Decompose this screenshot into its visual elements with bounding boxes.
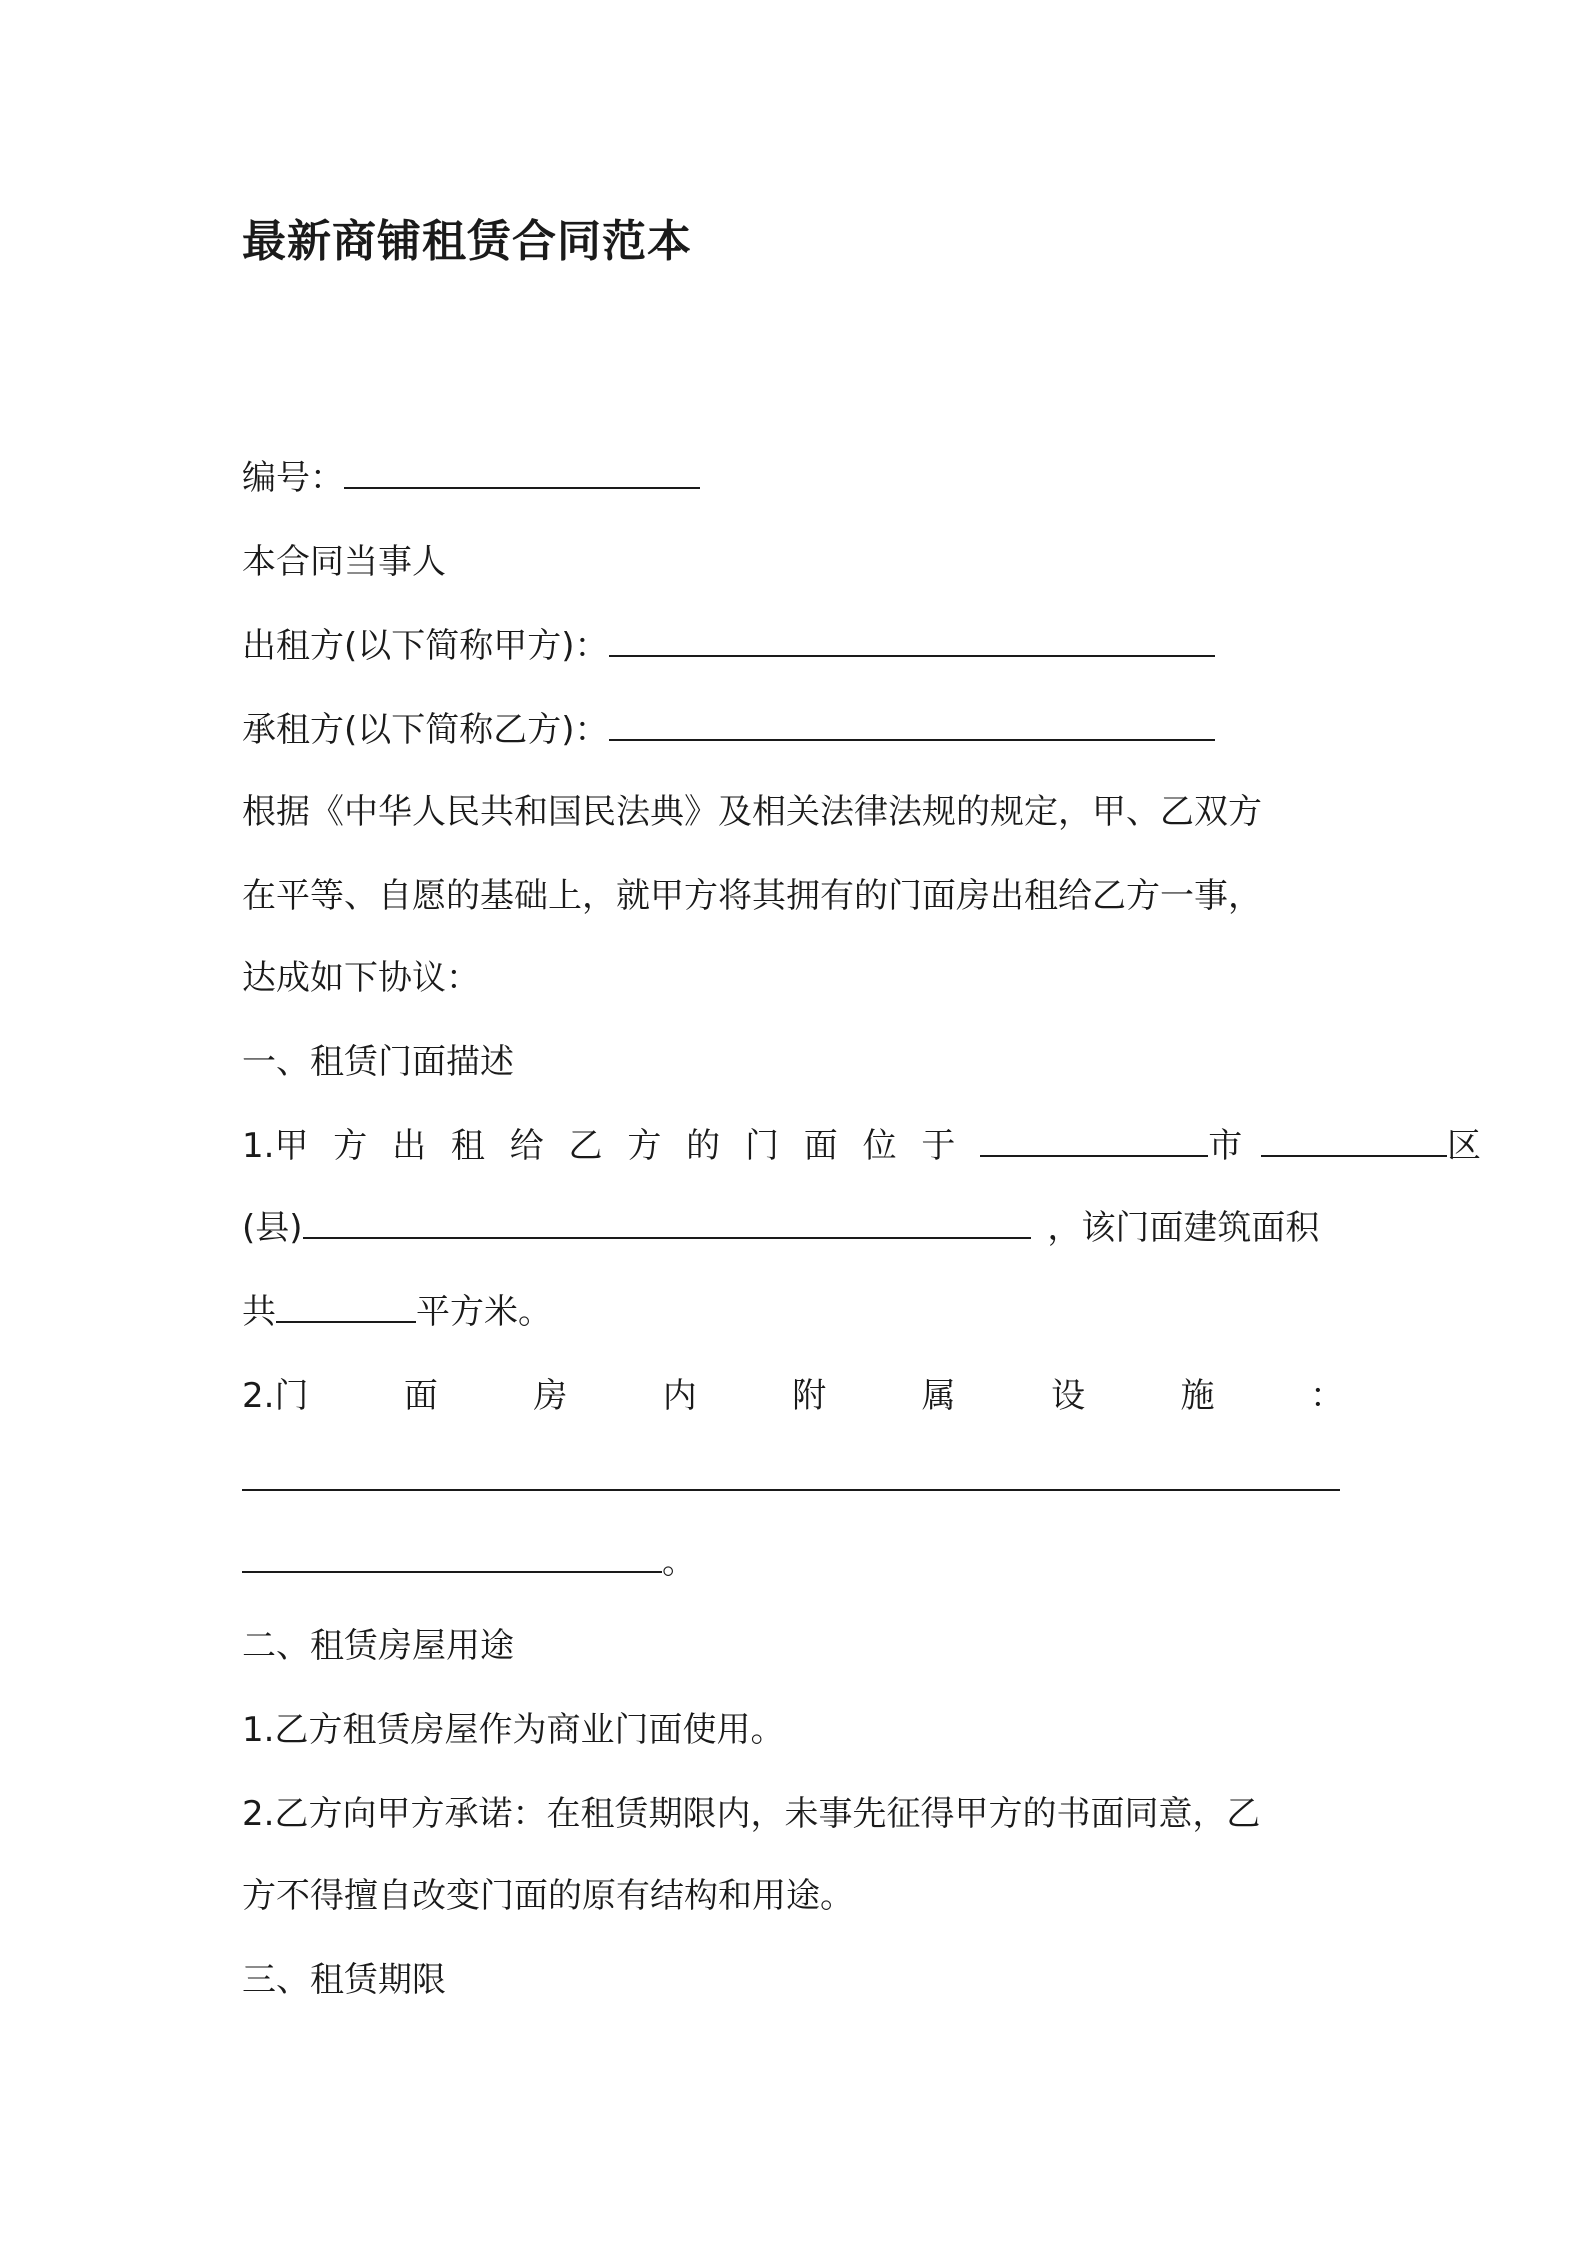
char: 出	[392, 1126, 427, 1166]
document-title: 最新商铺租赁合同范本	[242, 216, 692, 267]
section-2-item-1: 1.乙方租赁房屋作为商业门面使用。	[242, 1710, 785, 1750]
area-text: ，该门面建筑面积	[1047, 1208, 1320, 1248]
lessee-blank[interactable]	[609, 709, 1215, 741]
area-unit: 平方米。	[416, 1292, 552, 1332]
lessor-line	[242, 620, 1215, 672]
county-label: (县)	[242, 1208, 303, 1248]
city-label: 市	[1208, 1126, 1243, 1166]
char: 乙	[568, 1126, 603, 1166]
facilities-end: 。	[662, 1542, 696, 1582]
facilities-blank-1[interactable]	[242, 1459, 1340, 1491]
street-address-blank[interactable]	[303, 1207, 1031, 1239]
char: 附	[792, 1376, 827, 1416]
char: 方	[333, 1126, 368, 1166]
section-2-item-2-line-2: 方不得擅自改变门面的原有结构和用途。	[242, 1876, 854, 1916]
preamble-line-3: 达成如下协议：	[242, 958, 480, 998]
section-3-heading: 三、租赁期限	[242, 1960, 446, 2000]
char: 门	[744, 1126, 779, 1166]
char: 给	[509, 1126, 544, 1166]
section-1-item-1-line-3	[242, 1286, 552, 1338]
char: 房	[533, 1376, 568, 1416]
section-1-heading: 一、租赁门面描述	[242, 1042, 514, 1082]
char: ：	[1309, 1376, 1344, 1416]
parties-heading: 本合同当事人	[242, 542, 446, 582]
section-2-heading: 二、租赁房屋用途	[242, 1626, 514, 1666]
facilities-blank-2[interactable]	[242, 1541, 662, 1573]
total-label: 共	[242, 1292, 276, 1332]
char: 设	[1051, 1376, 1086, 1416]
char: 施	[1180, 1376, 1215, 1416]
char: 的	[686, 1126, 721, 1166]
contract-number-blank[interactable]	[344, 457, 700, 489]
char: 方	[627, 1126, 662, 1166]
district-blank[interactable]	[1261, 1125, 1447, 1157]
char: 2.门	[242, 1376, 309, 1416]
section-1-item-1-line-2	[242, 1202, 1319, 1254]
char: 1.甲	[242, 1126, 309, 1166]
section-1-item-1-line-1	[242, 1120, 1481, 1172]
char: 面	[803, 1126, 838, 1166]
lessee-label: 承租方(以下简称乙方)：	[242, 710, 609, 750]
preamble-line-1: 根据《中华人民共和国民法典》及相关法律法规的规定，甲、乙双方	[242, 792, 1262, 832]
facilities-line-2	[242, 1454, 1340, 1506]
lessor-blank[interactable]	[609, 625, 1215, 657]
city-blank[interactable]	[980, 1125, 1208, 1157]
lessor-label: 出租方(以下简称甲方)：	[242, 626, 609, 666]
contract-number-label: 编号：	[242, 458, 344, 498]
district-label: 区	[1447, 1126, 1482, 1166]
preamble-line-2: 在平等、自愿的基础上，就甲方将其拥有的门面房出租给乙方一事，	[242, 876, 1262, 916]
char: 于	[921, 1126, 956, 1166]
area-blank[interactable]	[276, 1291, 416, 1323]
contract-number-line	[242, 452, 700, 504]
section-1-item-2-line-1	[242, 1370, 1344, 1422]
char: 内	[662, 1376, 697, 1416]
char: 位	[862, 1126, 897, 1166]
char: 面	[403, 1376, 438, 1416]
section-2-item-2-line-1: 2.乙方向甲方承诺：在租赁期限内，未事先征得甲方的书面同意，乙	[242, 1794, 1261, 1834]
char: 租	[450, 1126, 485, 1166]
char: 属	[921, 1376, 956, 1416]
lessee-line	[242, 704, 1215, 756]
facilities-line-3	[242, 1536, 696, 1588]
